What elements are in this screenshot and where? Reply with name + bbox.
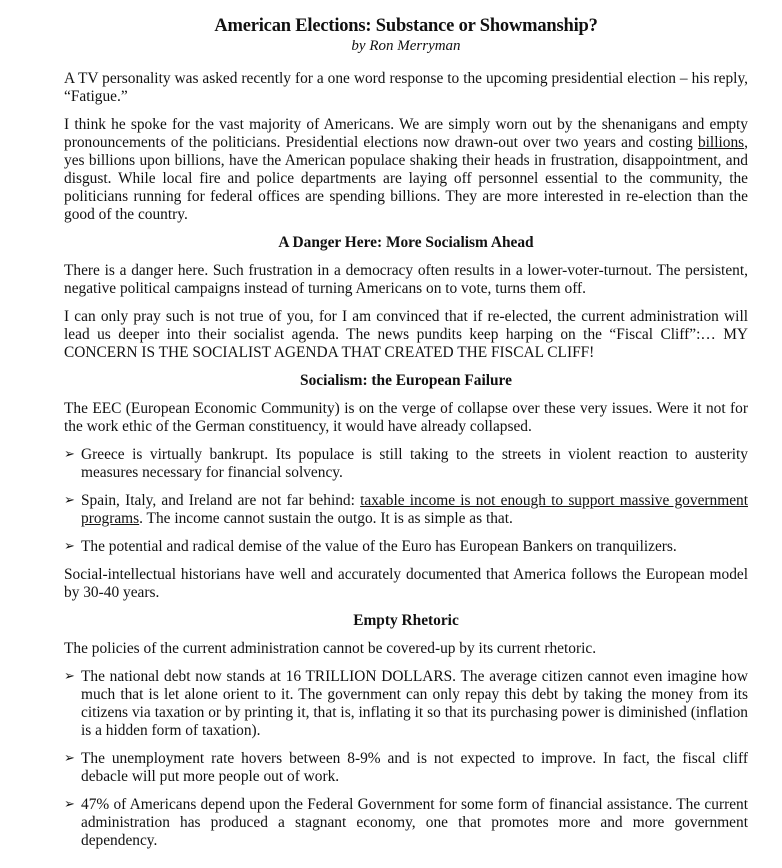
arrowhead-bullet-icon: ➢ bbox=[64, 447, 75, 462]
list-item bbox=[64, 446, 748, 482]
european-paragraph-2: Social-intellectual historians have well and accurately documented that America follows the European model by 30-40 years. bbox=[64, 566, 748, 601]
danger-paragraph-1: There is a danger here. Such frustration in a democracy often results in a lower-voter-turnout. The persistent, negative political campaigns instead of turning Americans on to vote, turns them off. bbox=[64, 262, 748, 297]
bullet-text-after: . The income cannot sustain the outgo. It is as simple as that. bbox=[139, 510, 513, 527]
intro-p2-text-after: , yes billions upon billions, have the American populace shaking their heads in frustration, disappointment, and disgust. While local fire and police departments are laying off personnel essential to the community, the politicians running for federal offices are spending billions. They are more interested in re-election than the good of the country. bbox=[64, 134, 748, 223]
bullet-text: The potential and radical demise of the value of the Euro has European Bankers on tranquilizers. bbox=[81, 538, 677, 555]
danger-paragraph-2: I can only pray such is not true of you, for I am convinced that if re-elected, the current administration will lead us deeper into their socialist agenda. The news pundits keep harping on the “Fiscal Cliff”:… MY CONCERN IS THE SOCIALIST AGENDA THAT CREATED THE FISCAL CLIFF! bbox=[64, 308, 748, 361]
arrowhead-bullet-icon: ➢ bbox=[64, 669, 75, 684]
bullet-text-before: Spain, Italy, and Ireland are not far behind: bbox=[81, 492, 361, 509]
intro-p2-text-before: I think he spoke for the vast majority of Americans. We are simply worn out by the shenanigans and empty pronouncements of the politicians. Presidential elections now drawn-out over two years and costing bbox=[64, 116, 748, 151]
list-item bbox=[64, 750, 748, 786]
list-item bbox=[64, 538, 748, 556]
section-heading-empty-rhetoric: Empty Rhetoric bbox=[353, 612, 459, 629]
underlined-billions: billions bbox=[697, 134, 745, 151]
list-item bbox=[64, 492, 748, 528]
rhetoric-bullet-list bbox=[64, 668, 748, 850]
european-paragraph-1: The EEC (European Economic Community) is on the verge of collapse over these very issues. Were it not for the work ethic of the German constituency, it would have already collapsed. bbox=[64, 400, 748, 435]
arrowhead-bullet-icon: ➢ bbox=[64, 751, 75, 766]
section-heading-european-failure: Socialism: the European Failure bbox=[300, 372, 512, 389]
european-bullet-list bbox=[64, 446, 748, 556]
bullet-text: The national debt now stands at 16 TRILLION DOLLARS. The average citizen cannot even imagine how much that is let alone orient to it. The government can only repay this debt by taking the money from its citizens via taxation or by printing it, that is, inflating it so that its purchasing power is diminished (inflation is a hidden form of taxation). bbox=[81, 668, 748, 739]
arrowhead-bullet-icon: ➢ bbox=[64, 797, 75, 812]
bullet-text: The unemployment rate hovers between 8-9% and is not expected to improve. In fact, the fiscal cliff debacle will put more people out of work. bbox=[81, 750, 748, 785]
arrowhead-bullet-icon: ➢ bbox=[64, 493, 75, 508]
bullet-text: Greece is virtually bankrupt. Its populace is still taking to the streets in violent reaction to austerity measures necessary for financial solvency. bbox=[81, 446, 748, 481]
intro-paragraph-1: A TV personality was asked recently for a one word response to the upcoming presidential election – his reply, “Fatigue.” bbox=[64, 70, 748, 105]
underlined-taxable-income: taxable income is not enough to support massive government programs bbox=[81, 492, 748, 527]
list-item bbox=[64, 796, 748, 850]
article-title: American Elections: Substance or Showmanship? bbox=[214, 16, 598, 36]
article-byline: by Ron Merryman bbox=[351, 38, 461, 54]
intro-paragraph-2 bbox=[64, 116, 748, 224]
bullet-text: 47% of Americans depend upon the Federal Government for some form of financial assistance. The current administration has produced a stagnant economy, one that promotes more and more government dependency. bbox=[81, 796, 748, 849]
arrowhead-bullet-icon: ➢ bbox=[64, 539, 75, 554]
section-heading-danger: A Danger Here: More Socialism Ahead bbox=[278, 234, 534, 251]
list-item bbox=[64, 668, 748, 740]
rhetoric-paragraph-1: The policies of the current administration cannot be covered-up by its current rhetoric. bbox=[64, 640, 597, 657]
